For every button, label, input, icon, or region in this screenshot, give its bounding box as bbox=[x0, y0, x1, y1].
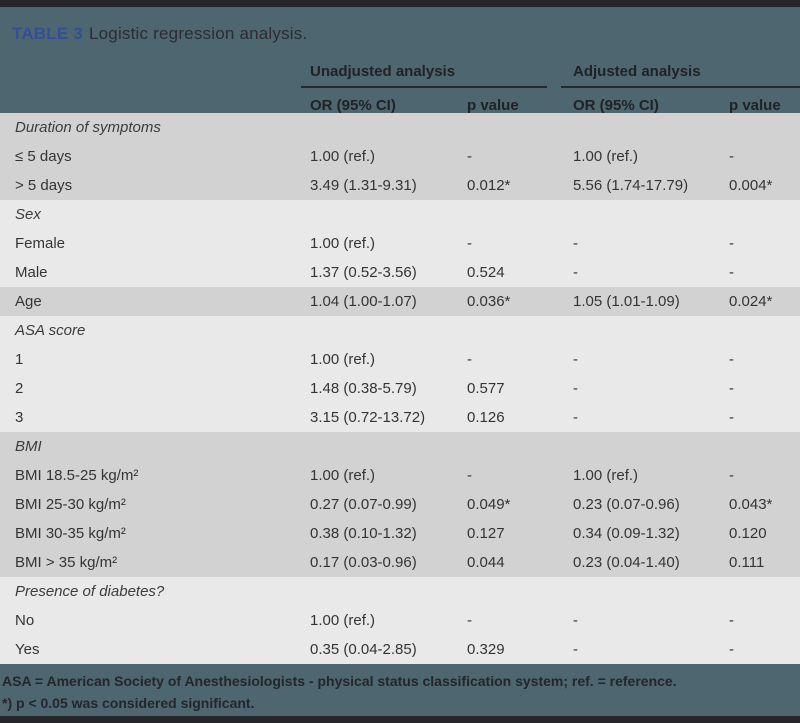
cell-adjusted-or: 0.23 (0.07-0.96) bbox=[573, 496, 680, 513]
row-label: 2 bbox=[15, 380, 24, 397]
cell-adjusted-p: 0.004* bbox=[729, 177, 773, 194]
cell-unadjusted-p: - bbox=[467, 351, 472, 368]
cell-adjusted-or: - bbox=[573, 235, 578, 252]
cell-adjusted-or: - bbox=[573, 351, 578, 368]
cell-unadjusted-p: 0.126 bbox=[467, 409, 505, 426]
row-label: 1 bbox=[15, 351, 24, 368]
table-title bbox=[12, 24, 307, 44]
cell-adjusted-p: - bbox=[729, 148, 734, 165]
cell-unadjusted-p: 0.127 bbox=[467, 525, 505, 542]
column-header-adjusted-p: p value bbox=[729, 97, 781, 114]
unadjusted-underline bbox=[301, 86, 547, 88]
row-label: Yes bbox=[15, 641, 40, 658]
cell-adjusted-p: 0.043* bbox=[729, 496, 773, 513]
table-row bbox=[0, 548, 800, 577]
cell-unadjusted-or: 3.15 (0.72-13.72) bbox=[310, 409, 426, 426]
cell-unadjusted-p: - bbox=[467, 467, 472, 484]
table-row bbox=[0, 490, 800, 519]
table-footnotes bbox=[0, 664, 800, 716]
column-header-adjusted-or: OR (95% CI) bbox=[573, 97, 659, 114]
cell-unadjusted-p: 0.012* bbox=[467, 177, 511, 194]
cell-unadjusted-p: - bbox=[467, 148, 472, 165]
cell-unadjusted-or: 3.49 (1.31-9.31) bbox=[310, 177, 417, 194]
row-label: Sex bbox=[15, 206, 41, 223]
table-body bbox=[0, 113, 800, 664]
adjusted-underline bbox=[561, 86, 800, 88]
table-row bbox=[0, 171, 800, 200]
cell-adjusted-p: - bbox=[729, 264, 734, 281]
table-row bbox=[0, 287, 800, 316]
row-label: Female bbox=[15, 235, 66, 252]
column-header-unadjusted-or: OR (95% CI) bbox=[310, 97, 396, 114]
footnote-significance: *) p < 0.05 was considered significant. bbox=[2, 695, 255, 711]
row-label: Male bbox=[15, 264, 48, 281]
cell-unadjusted-or: 0.35 (0.04-2.85) bbox=[310, 641, 417, 658]
cell-unadjusted-or: 0.38 (0.10-1.32) bbox=[310, 525, 417, 542]
cell-adjusted-p: 0.024* bbox=[729, 293, 773, 310]
cell-unadjusted-p: - bbox=[467, 612, 472, 629]
table-row bbox=[0, 403, 800, 432]
table-row-category bbox=[0, 577, 800, 606]
cell-unadjusted-or: 0.27 (0.07-0.99) bbox=[310, 496, 417, 513]
cell-adjusted-or: - bbox=[573, 264, 578, 281]
cell-unadjusted-p: 0.044 bbox=[467, 554, 505, 571]
row-label: Duration of symptoms bbox=[15, 119, 161, 136]
cell-adjusted-p: - bbox=[729, 235, 734, 252]
table-row-category bbox=[0, 200, 800, 229]
cell-adjusted-or: - bbox=[573, 641, 578, 658]
cell-adjusted-or: 0.34 (0.09-1.32) bbox=[573, 525, 680, 542]
column-header-unadjusted-p: p value bbox=[467, 97, 519, 114]
table-caption: Logistic regression analysis. bbox=[88, 24, 308, 43]
table-number: TABLE 3 bbox=[12, 24, 83, 43]
column-group-unadjusted: Unadjusted analysis bbox=[310, 63, 456, 80]
cell-adjusted-p: - bbox=[729, 612, 734, 629]
cell-adjusted-or: 1.00 (ref.) bbox=[573, 148, 639, 165]
bottom-border-bar bbox=[0, 716, 800, 723]
row-label: No bbox=[15, 612, 35, 629]
cell-unadjusted-or: 1.00 (ref.) bbox=[310, 467, 376, 484]
cell-unadjusted-or: 1.48 (0.38-5.79) bbox=[310, 380, 417, 397]
cell-adjusted-or: 1.05 (1.01-1.09) bbox=[573, 293, 680, 310]
cell-unadjusted-or: 1.00 (ref.) bbox=[310, 235, 376, 252]
cell-adjusted-or: - bbox=[573, 380, 578, 397]
cell-unadjusted-or: 1.00 (ref.) bbox=[310, 351, 376, 368]
cell-adjusted-p: - bbox=[729, 351, 734, 368]
row-label: > 5 days bbox=[15, 177, 73, 194]
cell-unadjusted-or: 1.04 (1.00-1.07) bbox=[310, 293, 417, 310]
table-row bbox=[0, 519, 800, 548]
table-header bbox=[0, 7, 800, 113]
cell-adjusted-or: 0.23 (0.04-1.40) bbox=[573, 554, 680, 571]
table-row-category bbox=[0, 316, 800, 345]
cell-unadjusted-or: 1.00 (ref.) bbox=[310, 148, 376, 165]
row-label: ASA score bbox=[15, 322, 86, 339]
top-border-bar bbox=[0, 0, 800, 7]
cell-unadjusted-p: 0.329 bbox=[467, 641, 505, 658]
cell-unadjusted-p: 0.049* bbox=[467, 496, 511, 513]
table-row-category bbox=[0, 113, 800, 142]
cell-unadjusted-or: 1.00 (ref.) bbox=[310, 612, 376, 629]
row-label: BMI > 35 kg/m² bbox=[15, 554, 118, 571]
cell-unadjusted-p: 0.524 bbox=[467, 264, 505, 281]
cell-adjusted-p: 0.120 bbox=[729, 525, 767, 542]
cell-unadjusted-or: 0.17 (0.03-0.96) bbox=[310, 554, 417, 571]
cell-adjusted-or: - bbox=[573, 612, 578, 629]
table-row bbox=[0, 635, 800, 664]
cell-adjusted-p: - bbox=[729, 380, 734, 397]
cell-adjusted-or: 5.56 (1.74-17.79) bbox=[573, 177, 689, 194]
table-row-category bbox=[0, 432, 800, 461]
table-row bbox=[0, 258, 800, 287]
row-label: ≤ 5 days bbox=[15, 148, 72, 165]
cell-adjusted-p: - bbox=[729, 467, 734, 484]
cell-unadjusted-p: - bbox=[467, 235, 472, 252]
table-row bbox=[0, 461, 800, 490]
column-group-adjusted: Adjusted analysis bbox=[573, 63, 701, 80]
table-row bbox=[0, 374, 800, 403]
table-row bbox=[0, 229, 800, 258]
cell-adjusted-p: 0.111 bbox=[729, 554, 765, 571]
row-label: 3 bbox=[15, 409, 24, 426]
cell-adjusted-or: 1.00 (ref.) bbox=[573, 467, 639, 484]
table-row bbox=[0, 345, 800, 374]
row-label: BMI 25-30 kg/m² bbox=[15, 496, 126, 513]
footnote-abbreviations: ASA = American Society of Anesthesiologists - physical status classification system; ref. = reference. bbox=[2, 673, 677, 689]
row-label: Presence of diabetes? bbox=[15, 583, 165, 600]
cell-adjusted-p: - bbox=[729, 641, 734, 658]
cell-unadjusted-or: 1.37 (0.52-3.56) bbox=[310, 264, 417, 281]
cell-adjusted-or: - bbox=[573, 409, 578, 426]
cell-unadjusted-p: 0.577 bbox=[467, 380, 505, 397]
row-label: BMI bbox=[15, 438, 42, 455]
row-label: BMI 18.5-25 kg/m² bbox=[15, 467, 139, 484]
row-label: Age bbox=[15, 293, 42, 310]
table-row bbox=[0, 142, 800, 171]
cell-unadjusted-p: 0.036* bbox=[467, 293, 511, 310]
cell-adjusted-p: - bbox=[729, 409, 734, 426]
table-row bbox=[0, 606, 800, 635]
row-label: BMI 30-35 kg/m² bbox=[15, 525, 126, 542]
